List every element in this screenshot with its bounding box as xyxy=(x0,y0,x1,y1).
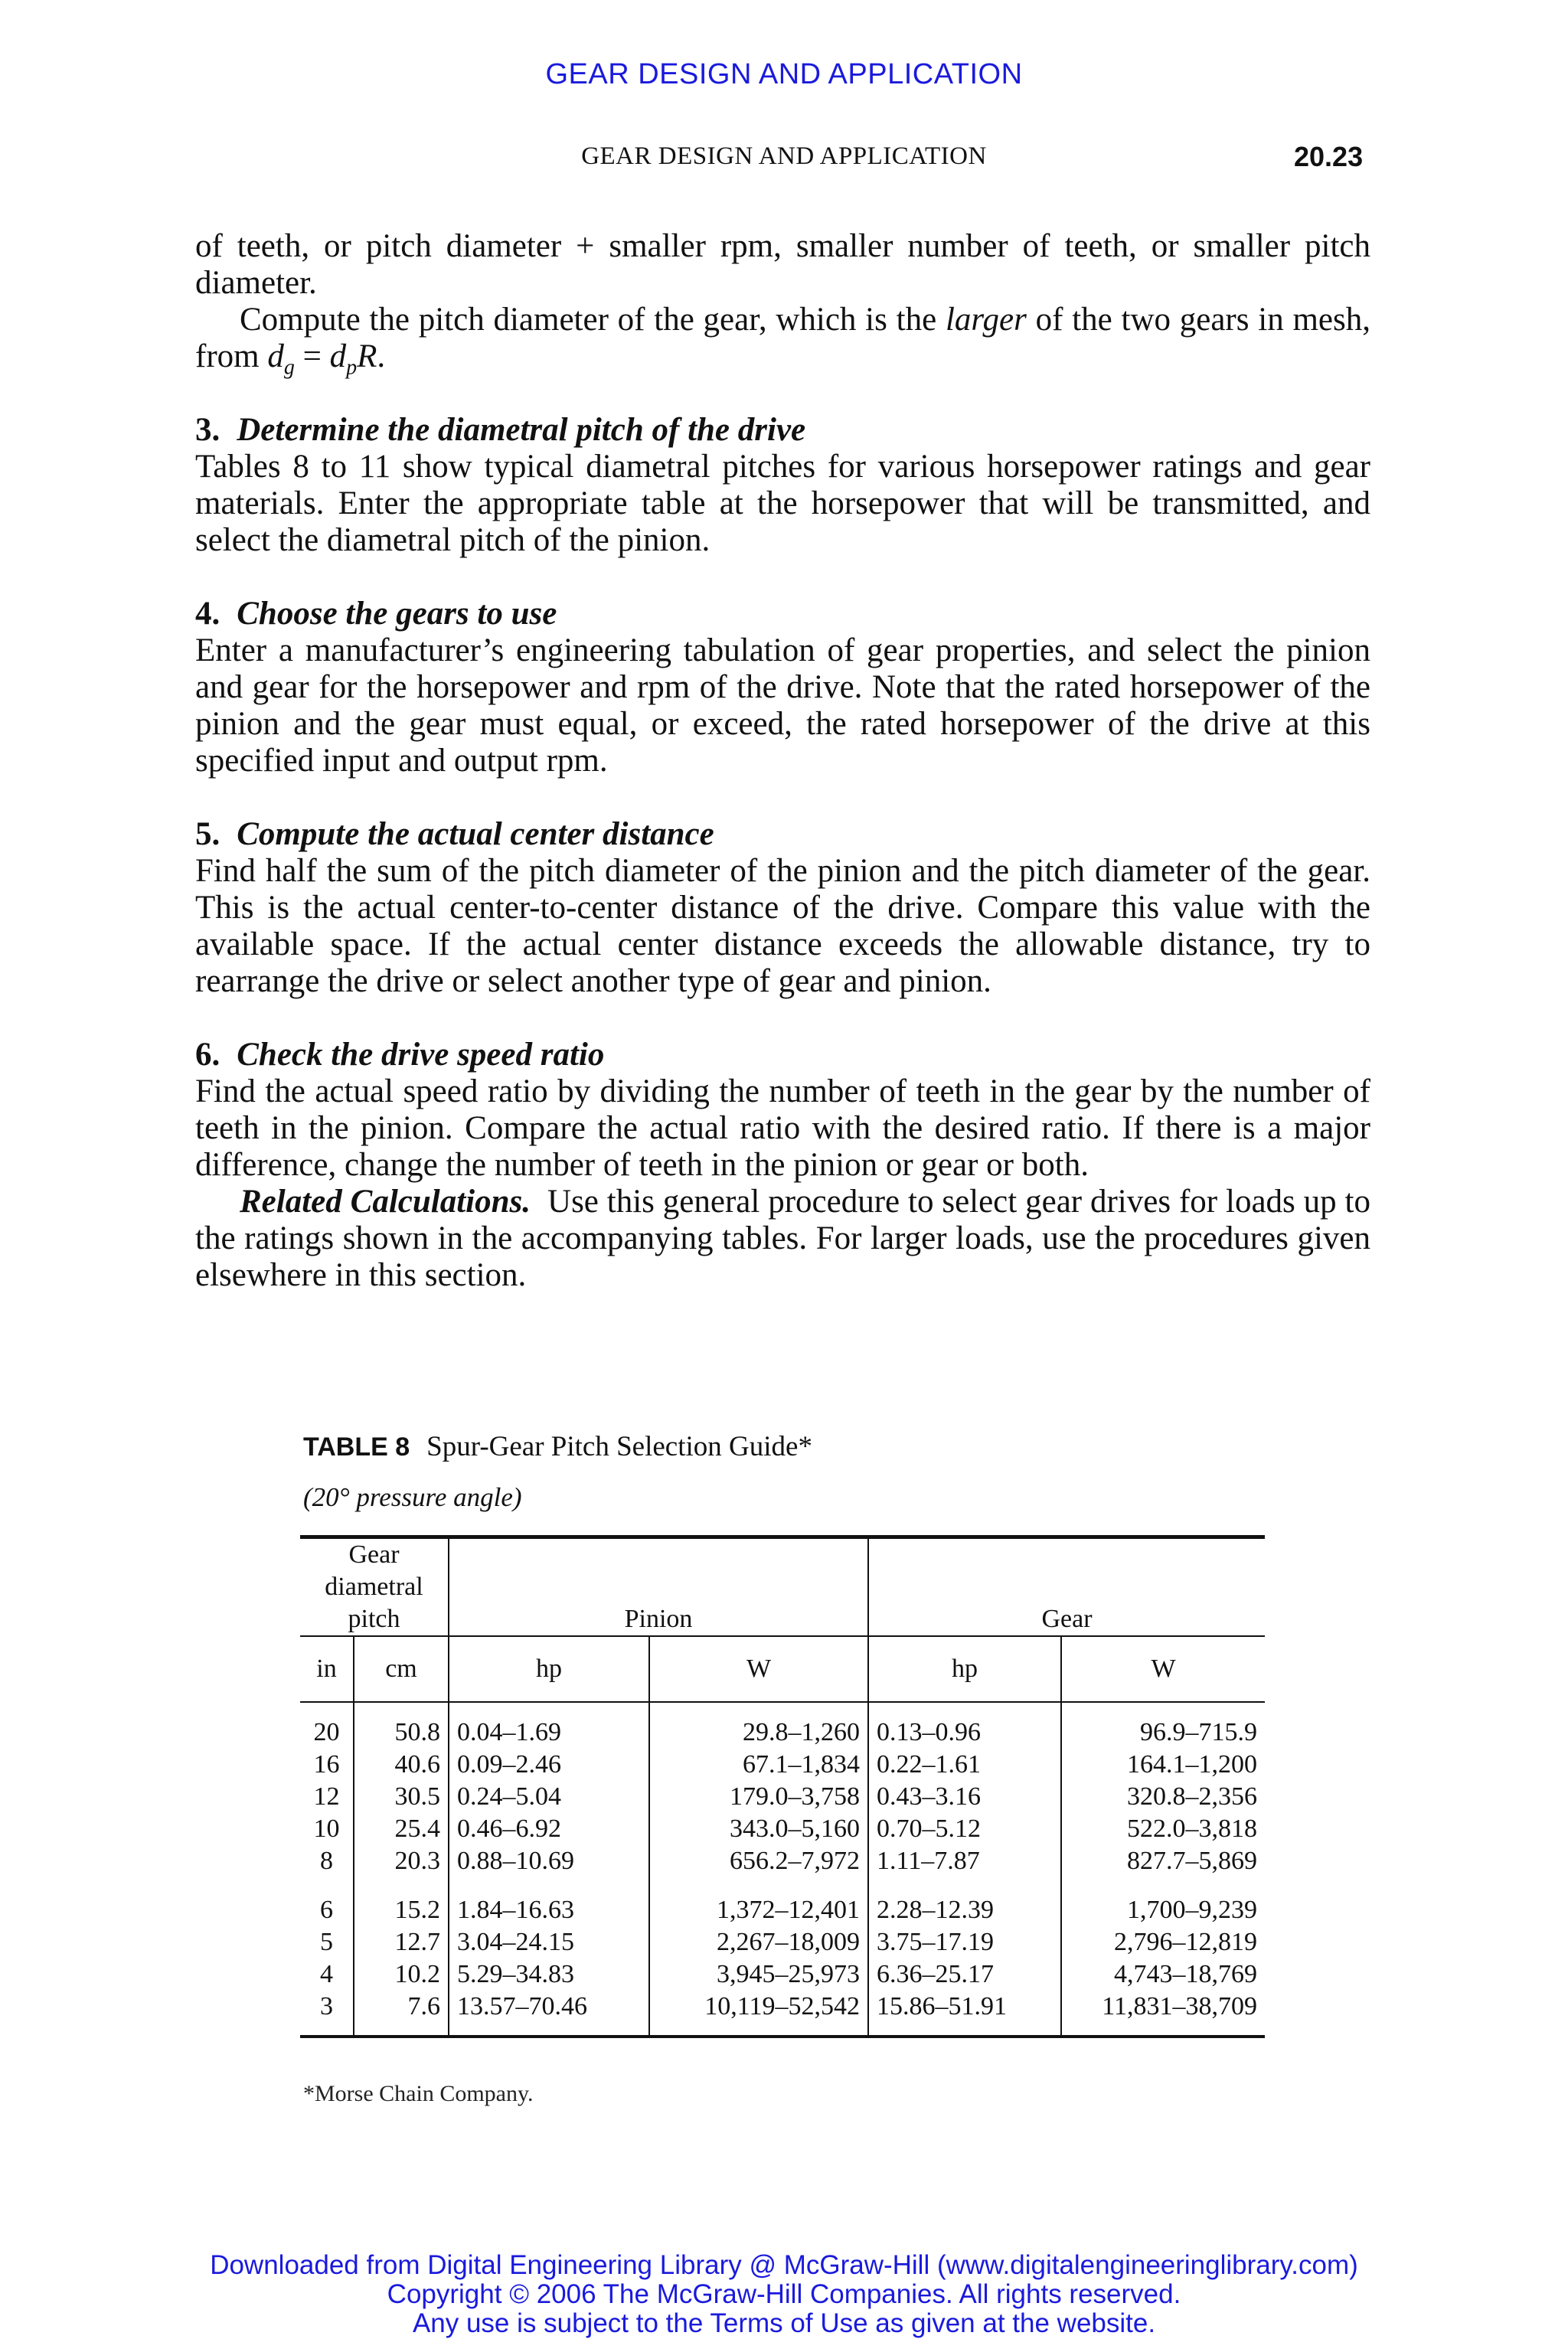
step-text: Enter a manufacturer’s engineering tabulation of gear properties, and select the pinion and gear for the horsepower and rpm of the drive. Note that the rated horsepower of the pinion and the gear must equal, or exceed, the rated horsepower of the drive at this specified input and output rpm. xyxy=(195,632,1370,779)
cell-in: 10 xyxy=(300,1813,354,1845)
cell-pinion-hp: 0.09–2.46 xyxy=(449,1749,649,1781)
intro-p2-b: of the two gears in mesh, from xyxy=(195,302,1370,374)
step-3 xyxy=(195,412,1370,559)
header-gear: Gear xyxy=(1041,1605,1093,1633)
equation xyxy=(267,338,386,380)
eq-end: . xyxy=(377,338,386,374)
eq-lhs: d xyxy=(267,338,284,374)
table-sub-header-row xyxy=(300,1636,1265,1702)
cell-pinion-hp: 0.46–6.92 xyxy=(449,1813,649,1845)
cell-gear-hp: 1.11–7.87 xyxy=(868,1845,1061,1877)
cell-cm: 10.2 xyxy=(354,1958,449,1991)
cell-gear-hp: 0.70–5.12 xyxy=(868,1813,1061,1845)
step-text: Tables 8 to 11 show typical diametral pitches for various horsepower ratings and gear materials. Enter the appropriate table at the horsepower that will be transmitted, and select the diametral pitch of the pinion. xyxy=(195,449,1370,558)
header-in: in xyxy=(300,1636,354,1702)
cell-gear-w: 11,831–38,709 xyxy=(1061,1991,1265,2037)
table-row xyxy=(300,1781,1265,1813)
intro-paragraph-1: of teeth, or pitch diameter + smaller rpm, smaller number of teeth, or smaller pitch diameter. xyxy=(195,228,1370,301)
cell-pinion-w: 2,267–18,009 xyxy=(649,1926,868,1958)
related-text: Use this general procedure to select gear drives for loads up to the ratings shown in the accompanying tables. For larger loads, use the procedures given elsewhere in this section. xyxy=(195,1184,1370,1293)
cell-gear-hp: 0.22–1.61 xyxy=(868,1749,1061,1781)
cell-gear-w: 1,700–9,239 xyxy=(1127,1896,1257,1924)
header-pitch-line1: Gear xyxy=(348,1540,400,1569)
header-diametral-pitch xyxy=(300,1537,449,1637)
step-text: Find the actual speed ratio by dividing the number of teeth in the gear by the number of teeth in the pinion. Compare the actual ratio with the desired ratio. If there is a major difference, change the number of teeth in the pinion or gear or both. xyxy=(195,1073,1370,1183)
intro-p2-emphasis: larger xyxy=(945,302,1027,338)
cell-in: 6 xyxy=(300,1877,354,1926)
step-heading xyxy=(195,412,1370,449)
step-4 xyxy=(195,596,1370,779)
eq-rhs-tail: R xyxy=(357,338,377,374)
cell-pinion-hp: 13.57–70.46 xyxy=(449,1991,649,2037)
cell-cm: 30.5 xyxy=(354,1781,449,1813)
cell-gear-w: 827.7–5,869 xyxy=(1127,1847,1257,1875)
related-heading: Related Calculations. xyxy=(240,1184,531,1220)
table-row xyxy=(300,1749,1265,1781)
table-footnote: *Morse Chain Company. xyxy=(303,2081,534,2106)
step-heading xyxy=(195,1037,1370,1073)
table-row xyxy=(300,1958,1265,1991)
cell-cm: 7.6 xyxy=(354,1991,449,2037)
header-pitch-line3: pitch xyxy=(348,1605,400,1633)
header-pinion-w: W xyxy=(649,1636,868,1702)
cell-gear-hp: 0.13–0.96 xyxy=(868,1702,1061,1749)
cell-cm: 15.2 xyxy=(354,1877,449,1926)
table-label: TABLE 8 xyxy=(303,1432,410,1462)
header-gear-hp: hp xyxy=(868,1636,1061,1702)
table-group-header-row xyxy=(300,1537,1265,1637)
body-text xyxy=(195,228,1370,1294)
cell-pinion-hp: 5.29–34.83 xyxy=(449,1958,649,1991)
running-head: GEAR DESIGN AND APPLICATION xyxy=(581,142,987,170)
related-calculations xyxy=(195,1184,1370,1294)
cell-cm: 12.7 xyxy=(354,1926,449,1958)
download-footer xyxy=(0,2251,1568,2338)
header-cm: cm xyxy=(354,1636,449,1702)
cell-pinion-hp: 0.24–5.04 xyxy=(449,1781,649,1813)
step-title: Determine the diametral pitch of the drive xyxy=(237,412,806,448)
header-pitch-line2: diametral xyxy=(325,1573,423,1601)
cell-in: 5 xyxy=(300,1926,354,1958)
step-number: 3. xyxy=(195,412,220,448)
footer-download-link[interactable]: Downloaded from Digital Engineering Library @ McGraw-Hill (www.digitalengineeringlibrary.com) xyxy=(210,2250,1358,2280)
cell-pinion-w: 1,372–12,401 xyxy=(649,1877,868,1926)
footer-terms-link[interactable]: Any use is subject to the Terms of Use as given at the website. xyxy=(412,2308,1156,2338)
step-number: 5. xyxy=(195,816,220,852)
cell-in: 8 xyxy=(300,1845,354,1877)
cell-pinion-w: 343.0–5,160 xyxy=(649,1813,868,1845)
table-subtitle: (20° pressure angle) xyxy=(303,1482,522,1512)
table-caption xyxy=(303,1430,812,1463)
cell-gear-w: 320.8–2,356 xyxy=(1127,1782,1257,1811)
step-6 xyxy=(195,1037,1370,1294)
cell-gear-hp: 2.28–12.39 xyxy=(868,1877,1061,1926)
eq-rhs: d xyxy=(329,338,347,374)
table-row xyxy=(300,1991,1265,2037)
cell-pinion-w: 10,119–52,542 xyxy=(649,1991,868,2037)
header-gear-w: W xyxy=(1061,1636,1265,1702)
cell-gear-hp: 3.75–17.19 xyxy=(868,1926,1061,1958)
step-heading xyxy=(195,816,1370,853)
header-pinion-hp: hp xyxy=(449,1636,649,1702)
cell-gear-w: 164.1–1,200 xyxy=(1127,1750,1257,1779)
step-heading xyxy=(195,596,1370,632)
intro-p2-a: Compute the pitch diameter of the gear, which is the xyxy=(240,302,946,338)
cell-gear-hp: 6.36–25.17 xyxy=(868,1958,1061,1991)
cell-pinion-w: 67.1–1,834 xyxy=(649,1749,868,1781)
cell-pinion-w: 656.2–7,972 xyxy=(649,1845,868,1877)
cell-gear-w: 2,796–12,819 xyxy=(1114,1928,1257,1956)
step-5 xyxy=(195,816,1370,1000)
table-row xyxy=(300,1702,1265,1749)
cell-gear-hp: 15.86–51.91 xyxy=(868,1991,1061,2037)
cell-cm: 20.3 xyxy=(354,1845,449,1877)
cell-in: 12 xyxy=(300,1781,354,1813)
step-title: Compute the actual center distance xyxy=(237,816,714,852)
table-row xyxy=(300,1926,1265,1958)
page-number: 20.23 xyxy=(1294,141,1364,172)
table-row xyxy=(300,1813,1265,1845)
cell-pinion-hp: 1.84–16.63 xyxy=(449,1877,649,1926)
eq-op: = xyxy=(294,338,330,374)
step-number: 4. xyxy=(195,596,220,632)
cell-in: 4 xyxy=(300,1958,354,1991)
header-pinion: Pinion xyxy=(449,1537,868,1637)
cell-gear-w: 96.9–715.9 xyxy=(1140,1718,1257,1746)
cell-gear-w: 4,743–18,769 xyxy=(1114,1960,1257,1988)
top-link-title[interactable]: GEAR DESIGN AND APPLICATION xyxy=(545,58,1023,90)
cell-cm: 25.4 xyxy=(354,1813,449,1845)
cell-gear-hp: 0.43–3.16 xyxy=(868,1781,1061,1813)
table-row xyxy=(300,1877,1265,1926)
intro-paragraph-2 xyxy=(195,302,1370,380)
cell-gear-w: 522.0–3,818 xyxy=(1127,1815,1257,1843)
table-row xyxy=(300,1845,1265,1877)
step-number: 6. xyxy=(195,1037,220,1073)
cell-pinion-w: 179.0–3,758 xyxy=(649,1781,868,1813)
cell-cm: 50.8 xyxy=(354,1702,449,1749)
cell-in: 20 xyxy=(300,1702,354,1749)
footer-copyright: Copyright © 2006 The McGraw-Hill Companies. All rights reserved. xyxy=(387,2279,1181,2309)
step-title: Choose the gears to use xyxy=(237,596,557,632)
cell-pinion-hp: 0.04–1.69 xyxy=(449,1702,649,1749)
step-title: Check the drive speed ratio xyxy=(237,1037,605,1073)
cell-pinion-hp: 0.88–10.69 xyxy=(449,1845,649,1877)
pitch-selection-table xyxy=(300,1535,1265,2038)
cell-pinion-w: 3,945–25,973 xyxy=(649,1958,868,1991)
table-title: Spur-Gear Pitch Selection Guide* xyxy=(426,1431,812,1462)
step-text: Find half the sum of the pitch diameter of the pinion and the pitch diameter of the gear. This is the actual center-to-center distance of the drive. Compare this value with the available space. If the actual center distance exceeds the allowable distance, try to rearrange the drive or select another type of gear and pinion. xyxy=(195,853,1370,999)
eq-lhs-sub: g xyxy=(283,355,295,380)
eq-rhs-sub: p xyxy=(346,355,358,380)
cell-cm: 40.6 xyxy=(354,1749,449,1781)
cell-in: 16 xyxy=(300,1749,354,1781)
cell-pinion-w: 29.8–1,260 xyxy=(649,1702,868,1749)
cell-pinion-hp: 3.04–24.15 xyxy=(449,1926,649,1958)
cell-in: 3 xyxy=(300,1991,354,2037)
